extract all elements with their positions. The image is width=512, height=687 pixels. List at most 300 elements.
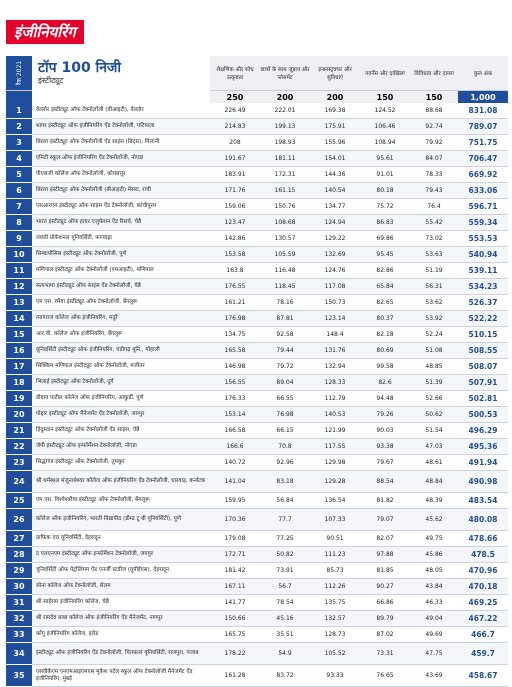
score-cell: 66.55 bbox=[260, 391, 310, 407]
score-cell: 117.55 bbox=[310, 439, 360, 455]
rank-cell: 15 bbox=[6, 327, 32, 343]
score-cell: 154.01 bbox=[310, 151, 360, 167]
table-row bbox=[6, 119, 508, 135]
score-cell: 53.63 bbox=[410, 247, 458, 263]
rank-cell: 19 bbox=[6, 391, 32, 407]
score-cell: 123.47 bbox=[210, 215, 260, 231]
score-cell: 79.43 bbox=[410, 183, 458, 199]
score-cell: 176.98 bbox=[210, 311, 260, 327]
table-row bbox=[6, 471, 508, 493]
institute-name: एम.एस. रमैया इंस्टीट्यूट ऑफ टेक्नोलॉजी, बेंगलूरू bbox=[32, 295, 210, 311]
rank-cell: 13 bbox=[6, 295, 32, 311]
score-cell: 56.84 bbox=[260, 493, 310, 509]
score-cell: 87.81 bbox=[260, 311, 310, 327]
table-row bbox=[6, 343, 508, 359]
score-cell: 159.06 bbox=[210, 199, 260, 215]
score-cell: 48.61 bbox=[410, 455, 458, 471]
institute-name: डीवाय पाटील कॉलेज ऑफ इंजीनियरिंग, आकुर्डी, पुणे bbox=[32, 391, 210, 407]
institute-name: त्यागराज कॉलेज ऑफ इंजीनियरिंग, मदुरै bbox=[32, 311, 210, 327]
rank-cell: 28 bbox=[6, 547, 32, 563]
score-cell: 165.58 bbox=[210, 343, 260, 359]
score-cell: 159.95 bbox=[210, 493, 260, 509]
score-cell: 83.18 bbox=[260, 471, 310, 493]
score-cell: 163.8 bbox=[210, 263, 260, 279]
max-score: 200 bbox=[260, 91, 310, 104]
score-cell: 66.15 bbox=[260, 423, 310, 439]
score-cell: 99.58 bbox=[360, 359, 410, 375]
table-row bbox=[6, 231, 508, 247]
score-cell: 118.45 bbox=[260, 279, 310, 295]
rank-cell: 4 bbox=[6, 151, 32, 167]
score-cell: 79.72 bbox=[260, 359, 310, 375]
rank-cell: 10 bbox=[6, 247, 32, 263]
score-cell: 73.02 bbox=[410, 231, 458, 247]
score-cell: 172.71 bbox=[210, 547, 260, 563]
rank-cell: 22 bbox=[6, 439, 32, 455]
institute-name: सिम्बायोसिस इंस्टीट्यूट ऑफ टेक्नोलॉजी, पुणे bbox=[32, 247, 210, 263]
score-cell: 140.53 bbox=[310, 407, 360, 423]
score-cell: 142.86 bbox=[210, 231, 260, 247]
total-score: 669.92 bbox=[458, 167, 508, 183]
table-row bbox=[6, 595, 508, 611]
score-cell: 48.05 bbox=[410, 563, 458, 579]
rank-cell: 29 bbox=[6, 563, 32, 579]
institute-name: ग्राफिक एरा यूनिवर्सिटी, देहरादून bbox=[32, 531, 210, 547]
score-cell: 78.16 bbox=[260, 295, 310, 311]
table-row bbox=[6, 423, 508, 439]
score-cell: 132.57 bbox=[310, 611, 360, 627]
score-cell: 112.79 bbox=[310, 391, 360, 407]
table-row bbox=[6, 151, 508, 167]
score-cell: 89.04 bbox=[260, 375, 310, 391]
table-row bbox=[6, 627, 508, 643]
total-score: 540.94 bbox=[458, 247, 508, 263]
total-score: 480.08 bbox=[458, 509, 508, 531]
score-cell: 52.66 bbox=[410, 391, 458, 407]
score-cell: 172.31 bbox=[260, 167, 310, 183]
score-cell: 124.52 bbox=[360, 103, 410, 119]
score-cell: 161.21 bbox=[210, 295, 260, 311]
total-score: 559.34 bbox=[458, 215, 508, 231]
score-cell: 161.15 bbox=[260, 183, 310, 199]
total-score: 478.5 bbox=[458, 547, 508, 563]
score-cell: 208 bbox=[210, 135, 260, 151]
rank-cell: 23 bbox=[6, 455, 32, 471]
score-cell: 150.66 bbox=[210, 611, 260, 627]
score-cell: 108.68 bbox=[260, 215, 310, 231]
total-score: 458.67 bbox=[458, 665, 508, 687]
score-cell: 52.24 bbox=[410, 327, 458, 343]
rank-cell: 1 bbox=[6, 103, 32, 119]
table-row bbox=[6, 199, 508, 215]
score-cell: 82.6 bbox=[360, 375, 410, 391]
institute-name: सोना कॉलेज ऑफ टेक्नोलॉजी, सेलम bbox=[32, 579, 210, 595]
score-cell: 76.4 bbox=[410, 199, 458, 215]
rank-cell: 21 bbox=[6, 423, 32, 439]
score-cell: 82.18 bbox=[360, 327, 410, 343]
score-cell: 140.72 bbox=[210, 455, 260, 471]
score-cell: 128.33 bbox=[310, 375, 360, 391]
score-cell: 165.75 bbox=[210, 627, 260, 643]
institute-name: वेल्लोर इंस्टीट्यूट ऑफ टेक्नोलॉजी (वीआइटी), वेल्लोर bbox=[32, 103, 210, 119]
rank-cell: 33 bbox=[6, 627, 32, 643]
score-cell: 90.51 bbox=[310, 531, 360, 547]
score-cell: 50.62 bbox=[410, 407, 458, 423]
score-cell: 35.51 bbox=[260, 627, 310, 643]
score-cell: 49.04 bbox=[410, 611, 458, 627]
total-score: 751.75 bbox=[458, 135, 508, 151]
rank-cell: 24 bbox=[6, 471, 32, 493]
score-cell: 53.92 bbox=[410, 311, 458, 327]
institute-name: एम.एस. विश्वेश्वरैया इंस्टीट्यूट ऑफ टेक्नोलॉजी, बेंगलूरू bbox=[32, 493, 210, 509]
score-cell: 73.91 bbox=[260, 563, 310, 579]
rank-cell: 9 bbox=[6, 231, 32, 247]
score-cell: 134.75 bbox=[210, 327, 260, 343]
score-cell: 176.33 bbox=[210, 391, 260, 407]
total-score: 483.54 bbox=[458, 493, 508, 509]
score-cell: 76.65 bbox=[360, 665, 410, 687]
total-score: 706.47 bbox=[458, 151, 508, 167]
score-cell: 132.94 bbox=[310, 359, 360, 375]
score-cell: 198.93 bbox=[260, 135, 310, 151]
score-cell: 89.79 bbox=[360, 611, 410, 627]
table-row bbox=[6, 375, 508, 391]
table-row bbox=[6, 407, 508, 423]
score-cell: 107.33 bbox=[310, 509, 360, 531]
score-cell: 84.07 bbox=[410, 151, 458, 167]
institute-name: पोद्दार इंस्टीट्यूट ऑफ मैनेजमेंट ऐंड टेक्नोलॉजी, जयपुर bbox=[32, 407, 210, 423]
rank-cell: 18 bbox=[6, 375, 32, 391]
score-cell: 79.07 bbox=[360, 509, 410, 531]
score-cell: 92.96 bbox=[260, 455, 310, 471]
institute-name: बिरला इंस्टीट्यूट ऑफ टेक्नोलॉजी ऐंड साइंस (बिट्स), पिलानी bbox=[32, 135, 210, 151]
score-cell: 80.37 bbox=[360, 311, 410, 327]
score-cell: 141.77 bbox=[210, 595, 260, 611]
score-cell: 95.61 bbox=[360, 151, 410, 167]
total-score: 539.11 bbox=[458, 263, 508, 279]
rank-cell: 12 bbox=[6, 279, 32, 295]
score-cell: 46.33 bbox=[410, 595, 458, 611]
score-cell: 150.73 bbox=[310, 295, 360, 311]
score-cell: 106.46 bbox=[360, 119, 410, 135]
table-row bbox=[6, 455, 508, 471]
score-cell: 95.45 bbox=[360, 247, 410, 263]
score-cell: 156.55 bbox=[210, 375, 260, 391]
score-cell: 80.18 bbox=[360, 183, 410, 199]
score-cell: 43.69 bbox=[410, 665, 458, 687]
rank-cell: 11 bbox=[6, 263, 32, 279]
score-cell: 78.54 bbox=[260, 595, 310, 611]
score-cell: 171.76 bbox=[210, 183, 260, 199]
total-score: 500.53 bbox=[458, 407, 508, 423]
score-cell: 140.54 bbox=[310, 183, 360, 199]
score-cell: 79.67 bbox=[360, 455, 410, 471]
score-cell: 47.03 bbox=[410, 439, 458, 455]
table-row bbox=[6, 547, 508, 563]
score-cell: 51.19 bbox=[410, 263, 458, 279]
score-cell: 105.59 bbox=[260, 247, 310, 263]
institute-name: कॉलेज ऑफ इंजीनियरिंग, भारती विद्यापीठ (डीम्ड टू बी यूनिवर्सिटी), पुणे bbox=[32, 509, 210, 531]
score-cell: 181.42 bbox=[210, 563, 260, 579]
column-header: शैक्षणिक और शोध उत्कृष्टता bbox=[210, 56, 260, 91]
score-cell: 45.62 bbox=[410, 509, 458, 531]
score-cell: 129.28 bbox=[310, 471, 360, 493]
rank-cell: 7 bbox=[6, 199, 32, 215]
score-cell: 51.08 bbox=[410, 343, 458, 359]
score-cell: 48.84 bbox=[410, 471, 458, 493]
rank-cell: 8 bbox=[6, 215, 32, 231]
column-header: गवर्नेंस और दाखिला bbox=[360, 56, 410, 91]
score-cell: 55.42 bbox=[410, 215, 458, 231]
score-cell: 92.74 bbox=[410, 119, 458, 135]
score-cell: 150.76 bbox=[260, 199, 310, 215]
table-row bbox=[6, 103, 508, 119]
score-cell: 45.86 bbox=[410, 547, 458, 563]
score-cell: 91.01 bbox=[360, 167, 410, 183]
score-cell: 80.69 bbox=[360, 343, 410, 359]
score-cell: 97.88 bbox=[360, 547, 410, 563]
institute-name: बिरला इंस्टीट्यूट ऑफ टेक्नोलॉजी (बीआइटी) मेसरा, रांची bbox=[32, 183, 210, 199]
score-cell: 170.36 bbox=[210, 509, 260, 531]
score-cell: 77.25 bbox=[260, 531, 310, 547]
rank-cell: 27 bbox=[6, 531, 32, 547]
score-cell: 65.84 bbox=[360, 279, 410, 295]
institute-name: आर.वी. कॉलेज ऑफ इंजीनियरिंग, बेंगलूरू bbox=[32, 327, 210, 343]
score-cell: 123.14 bbox=[310, 311, 360, 327]
table-row bbox=[6, 167, 508, 183]
score-cell: 153.58 bbox=[210, 247, 260, 263]
score-cell: 148.4 bbox=[310, 327, 360, 343]
rank-cell: 20 bbox=[6, 407, 32, 423]
score-cell: 50.82 bbox=[260, 547, 310, 563]
institute-name: एमिटी स्कूल ऑफ इंजीनियरिंग ऐंड टेक्नोलॉजी, नोएडा bbox=[32, 151, 210, 167]
score-cell: 48.85 bbox=[410, 359, 458, 375]
score-cell: 124.94 bbox=[310, 215, 360, 231]
score-cell: 132.69 bbox=[310, 247, 360, 263]
institute-name: इंस्टीट्यूट ऑफ इंजीनियरिंग ऐंड टेक्नोलॉजी, चितकारा यूनिवर्सिटी, राजपुरा, पंजाब bbox=[32, 643, 210, 665]
column-header: विविधता और दायरा bbox=[410, 56, 458, 91]
score-cell: 169.38 bbox=[310, 103, 360, 119]
score-cell: 161.28 bbox=[210, 665, 260, 687]
score-cell: 79.44 bbox=[260, 343, 310, 359]
total-score: 508.07 bbox=[458, 359, 508, 375]
rank-cell: 35 bbox=[6, 665, 32, 687]
score-cell: 141.04 bbox=[210, 471, 260, 493]
rank-cell: 31 bbox=[6, 595, 32, 611]
max-score: 1,000 bbox=[458, 91, 508, 104]
rank-cell: 16 bbox=[6, 343, 32, 359]
table-row bbox=[6, 563, 508, 579]
score-cell: 121.99 bbox=[310, 423, 360, 439]
rank-cell: 14 bbox=[6, 311, 32, 327]
table-row bbox=[6, 493, 508, 509]
total-score: 495.36 bbox=[458, 439, 508, 455]
total-score: 466.7 bbox=[458, 627, 508, 643]
score-cell: 81.85 bbox=[360, 563, 410, 579]
total-score: 508.55 bbox=[458, 343, 508, 359]
max-score: 150 bbox=[410, 91, 458, 104]
score-cell: 85.73 bbox=[310, 563, 360, 579]
score-cell: 76.98 bbox=[260, 407, 310, 423]
rank-cell: 25 bbox=[6, 493, 32, 509]
score-cell: 88.68 bbox=[410, 103, 458, 119]
total-score: 596.71 bbox=[458, 199, 508, 215]
score-cell: 130.57 bbox=[260, 231, 310, 247]
institute-name: जेपी इंस्टीट्यूट ऑफ इन्फॉर्मेशन टेक्नोलॉजी, नोएडा bbox=[32, 439, 210, 455]
institute-name: यूनिवर्सिटी इंस्टीट्यूट ऑफ इंजीनियरिंग, चंडीगढ़ यूनि., मोहाली bbox=[32, 343, 210, 359]
table-row bbox=[6, 359, 508, 375]
institute-name: थापर इंस्टीट्यूट ऑफ इंजीनियरिंग ऐंड टेक्नोलॉजी, पटियाला bbox=[32, 119, 210, 135]
score-cell: 199.13 bbox=[260, 119, 310, 135]
table-row bbox=[6, 263, 508, 279]
institute-name: द एलएनएम इंस्टीट्यूट ऑफ इन्फॉर्मेशन टेक्नोलॉजी, जयपुर bbox=[32, 547, 210, 563]
score-cell: 105.52 bbox=[310, 643, 360, 665]
rank-cell: 3 bbox=[6, 135, 32, 151]
score-cell: 222.01 bbox=[260, 103, 310, 119]
rank-cell: 26 bbox=[6, 509, 32, 531]
score-cell: 94.48 bbox=[360, 391, 410, 407]
score-cell: 178.22 bbox=[210, 643, 260, 665]
table-row bbox=[6, 439, 508, 455]
score-cell: 134.77 bbox=[310, 199, 360, 215]
institute-name: सिक्किम मणिपाल इंस्टीट्यूट ऑफ टेक्नोलॉजी, मजीतर bbox=[32, 359, 210, 375]
score-cell: 167.11 bbox=[210, 579, 260, 595]
column-header: छात्रों के साथ जुड़ाव और प्लेसमेंट bbox=[260, 56, 310, 91]
table-body bbox=[6, 103, 508, 687]
score-cell: 86.83 bbox=[360, 215, 410, 231]
score-cell: 129.22 bbox=[310, 231, 360, 247]
score-cell: 128.73 bbox=[310, 627, 360, 643]
table-row bbox=[6, 579, 508, 595]
total-score: 789.07 bbox=[458, 119, 508, 135]
score-cell: 124.76 bbox=[310, 263, 360, 279]
side-label-cell bbox=[6, 56, 32, 91]
score-cell: 82.86 bbox=[360, 263, 410, 279]
table-row bbox=[6, 643, 508, 665]
score-cell: 90.27 bbox=[360, 579, 410, 595]
score-cell: 82.65 bbox=[360, 295, 410, 311]
column-header: इन्फ्रास्ट्रक्चर और सुविधाएं bbox=[310, 56, 360, 91]
section-banner: इंजीनियरिंग bbox=[6, 20, 84, 44]
score-cell: 93.38 bbox=[360, 439, 410, 455]
rank-cell: 2 bbox=[6, 119, 32, 135]
score-cell: 117.08 bbox=[310, 279, 360, 295]
table-row bbox=[6, 665, 508, 687]
total-score: 526.37 bbox=[458, 295, 508, 311]
score-cell: 226.49 bbox=[210, 103, 260, 119]
score-cell: 49.75 bbox=[410, 531, 458, 547]
rank-cell: 5 bbox=[6, 167, 32, 183]
total-score: 459.7 bbox=[458, 643, 508, 665]
score-cell: 73.31 bbox=[360, 643, 410, 665]
score-cell: 166.58 bbox=[210, 423, 260, 439]
score-cell: 45.16 bbox=[260, 611, 310, 627]
table-title: टॉप 100 निजी bbox=[38, 59, 122, 76]
rank-cell: 32 bbox=[6, 611, 32, 627]
total-score: 470.96 bbox=[458, 563, 508, 579]
score-cell: 53.62 bbox=[410, 295, 458, 311]
score-cell: 78.33 bbox=[410, 167, 458, 183]
rank-cell: 6 bbox=[6, 183, 32, 199]
score-cell: 79.26 bbox=[360, 407, 410, 423]
rank-cell: 34 bbox=[6, 643, 32, 665]
max-score: 200 bbox=[310, 91, 360, 104]
total-score: 467.22 bbox=[458, 611, 508, 627]
table-row bbox=[6, 183, 508, 199]
total-score: 507.91 bbox=[458, 375, 508, 391]
score-cell: 179.08 bbox=[210, 531, 260, 547]
score-cell: 54.9 bbox=[260, 643, 310, 665]
total-score: 510.15 bbox=[458, 327, 508, 343]
score-cell: 75.72 bbox=[360, 199, 410, 215]
score-cell: 82.07 bbox=[360, 531, 410, 547]
score-cell: 56.31 bbox=[410, 279, 458, 295]
institute-name: भारत इंस्टीट्यूट ऑफ हायर एजुकेशन ऐंड रिसर्च, चेन्नै bbox=[32, 215, 210, 231]
institute-name: श्री साईराम इंजीनियरिंग कॉलेज, चेन्नै bbox=[32, 595, 210, 611]
score-cell: 92.58 bbox=[260, 327, 310, 343]
score-cell: 136.54 bbox=[310, 493, 360, 509]
score-cell: 51.39 bbox=[410, 375, 458, 391]
score-cell: 108.94 bbox=[360, 135, 410, 151]
table-row bbox=[6, 391, 508, 407]
table-row bbox=[6, 247, 508, 263]
table-row bbox=[6, 215, 508, 231]
table-row bbox=[6, 295, 508, 311]
score-cell: 129.98 bbox=[310, 455, 360, 471]
score-cell: 56.7 bbox=[260, 579, 310, 595]
score-cell: 51.54 bbox=[410, 423, 458, 439]
total-score: 470.18 bbox=[458, 579, 508, 595]
institute-name: एसआरएम इंस्टीट्यूट ऑफ साइंस ऐंड टेक्नोलॉजी, कांचीपुरम bbox=[32, 199, 210, 215]
score-cell: 166.6 bbox=[210, 439, 260, 455]
column-header: कुल अंक bbox=[458, 56, 508, 91]
score-cell: 214.83 bbox=[210, 119, 260, 135]
total-score: 502.81 bbox=[458, 391, 508, 407]
score-cell: 112.26 bbox=[310, 579, 360, 595]
score-cell: 66.86 bbox=[360, 595, 410, 611]
institute-name: कोंगू इंजीनियरिंग कॉलेज, इरोड bbox=[32, 627, 210, 643]
institute-name: सिद्धगंगा इंस्टीट्यूट ऑफ टेक्नोलॉजी, तुमकूर bbox=[32, 455, 210, 471]
institute-name: श्री धर्मस्थल मंजुनाथेश्वर कॉलेज ऑफ इंजीनियरिंग ऐंड टेक्नोलॉजी, धारवाड़, कर्नाटक bbox=[32, 471, 210, 493]
total-score: 490.98 bbox=[458, 471, 508, 493]
table-row bbox=[6, 531, 508, 547]
institute-name: सत्यभामा इंस्टीट्यूट ऑफ साइंस ऐंड टेक्नोलॉजी, चेन्नै bbox=[32, 279, 210, 295]
header-row bbox=[6, 56, 508, 91]
institute-name: लवली प्रोफेशनल यूनिवर्सिटी, फगवाड़ा bbox=[32, 231, 210, 247]
total-score: 553.53 bbox=[458, 231, 508, 247]
table-row bbox=[6, 311, 508, 327]
rank-cell: 17 bbox=[6, 359, 32, 375]
score-cell: 144.36 bbox=[310, 167, 360, 183]
max-score: 250 bbox=[210, 91, 260, 104]
institute-name: भिलाई इंस्टीट्यूट ऑफ टेक्नोलॉजी, दुर्ग bbox=[32, 375, 210, 391]
max-score: 150 bbox=[360, 91, 410, 104]
score-cell: 183.91 bbox=[210, 167, 260, 183]
score-cell: 93.33 bbox=[310, 665, 360, 687]
score-cell: 155.96 bbox=[310, 135, 360, 151]
score-cell: 181.11 bbox=[260, 151, 310, 167]
score-cell: 175.91 bbox=[310, 119, 360, 135]
score-cell: 70.8 bbox=[260, 439, 310, 455]
institute-name: हिंदुस्तान इंस्टीट्यूट ऑफ टेक्नोलॉजी ऐंड साइंस, चेन्नै bbox=[32, 423, 210, 439]
side-label: रैंक 2021 bbox=[16, 60, 23, 86]
score-cell: 79.92 bbox=[410, 135, 458, 151]
total-score: 491.94 bbox=[458, 455, 508, 471]
ranking-table bbox=[6, 56, 508, 687]
score-cell: 77.7 bbox=[260, 509, 310, 531]
score-cell: 48.39 bbox=[410, 493, 458, 509]
score-cell: 176.55 bbox=[210, 279, 260, 295]
